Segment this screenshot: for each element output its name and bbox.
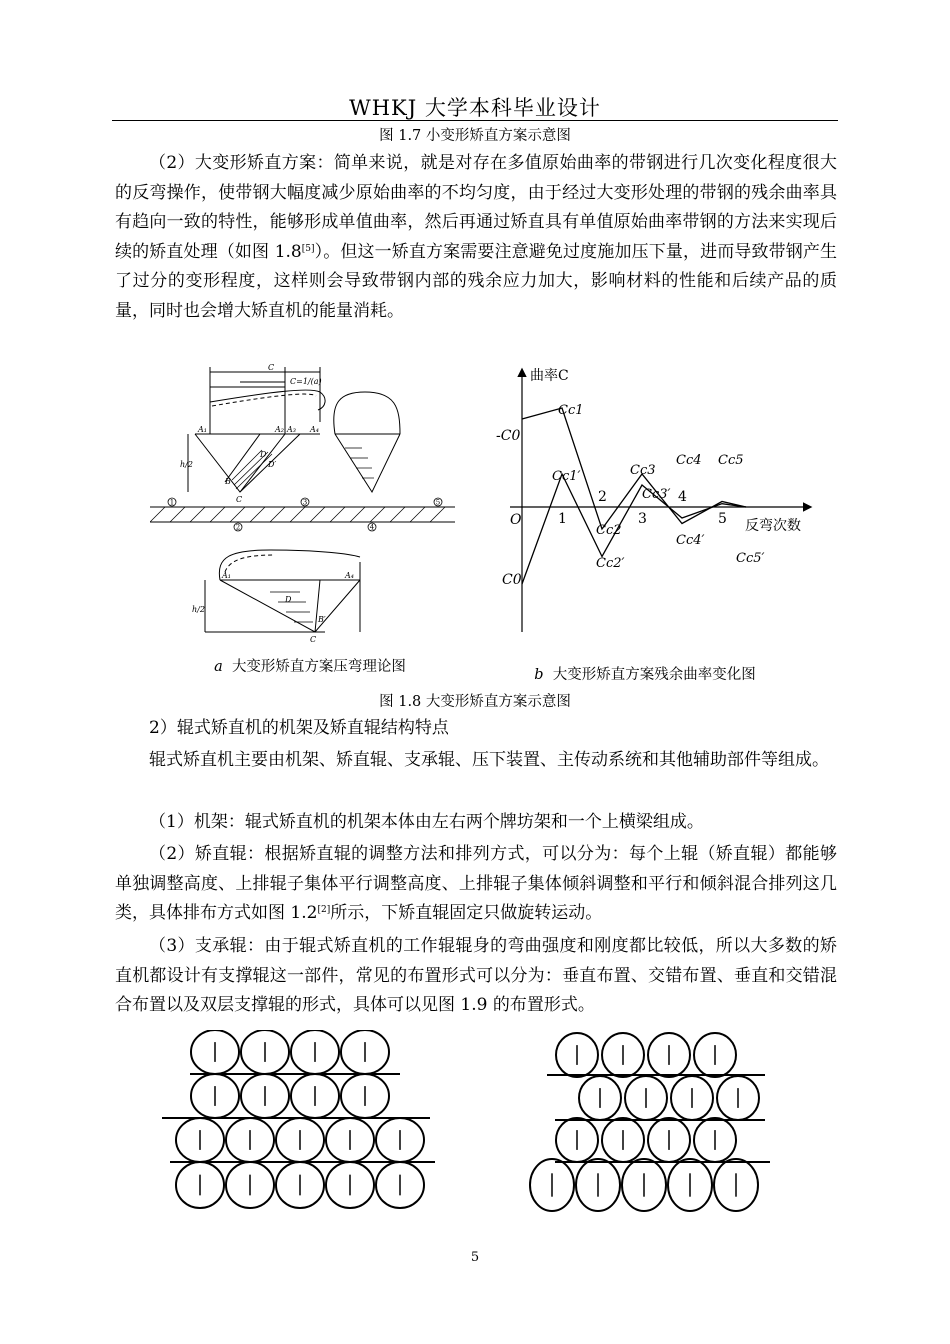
fig-1-7-caption: 图 1.7 小变形矫直方案示意图 <box>379 128 571 144</box>
x-tick-label: 4 <box>678 489 687 505</box>
roller-layout-staggered <box>525 1030 795 1220</box>
citation-ref: [5] <box>301 243 315 254</box>
x-axis-label: 反弯次数 <box>745 518 801 534</box>
x-tick-label: 3 <box>638 511 647 527</box>
x-tick-label: 5 <box>718 511 727 527</box>
fig-1-8-b-caption <box>500 663 790 684</box>
paragraph-frame: （1）机架：辊式矫直机的机架本体由左右两个牌坊架和一个上横梁组成。 <box>149 812 704 832</box>
point-label: Cc1 <box>558 403 584 418</box>
x-tick-label: 2 <box>598 489 607 505</box>
roller-layout-vertical <box>160 1030 445 1220</box>
roller-label: 5 <box>435 498 441 507</box>
diagram-label: B′ <box>318 615 326 624</box>
subfigure-letter: b <box>534 667 544 683</box>
diagram-label: A₁ <box>198 425 207 434</box>
point-label: Cc3 <box>630 463 656 478</box>
diagram-label: C=1/(a) <box>290 377 322 386</box>
header-rule <box>112 120 838 121</box>
paragraph-support-rollers: （3）支承辊：由于辊式矫直机的工作辊辊身的弯曲强度和刚度都比较低，所以大多数的矫直机都设计有支撑辊这一部件，常见的布置形式可以分为：垂直布置、交错布置、垂直和交错混合布置以及双层支撑辊的形式，具体可以见图 1.9 的布置形式。 <box>115 936 837 1015</box>
point-label: Cc2′ <box>596 556 625 571</box>
point-label: Cc4 <box>676 453 702 468</box>
citation-ref: [2] <box>317 905 331 915</box>
diagram-label: D <box>285 595 292 604</box>
page-number: 5 <box>470 1250 480 1265</box>
paragraph-text: （2）大变形矫直方案：简单来说，就是对存在多值原始曲率的带钢进行几次变化程度很大的反弯操作，使带钢大幅度减少原始曲率的不均匀度，由于经过大变形处理的带钢的残余曲率具有趋向一致的特性，能够形成单值曲率，然后再通过矫直具有单值原始曲率带钢的方法来实现后续的矫直处理（如图 1.8 <box>115 153 837 262</box>
diagram-label: C <box>236 495 243 504</box>
subfigure-text: 大变形矫直方案残余曲率变化图 <box>552 667 756 683</box>
diagram-label: A₃ <box>287 425 296 434</box>
diagram-label: C <box>268 363 275 372</box>
diagram-label: A₄ <box>345 571 354 580</box>
diagram-label: D <box>260 450 267 459</box>
fig-1-8-b-chart <box>490 362 820 652</box>
page-header: WHKJ 大学本科毕业设计 <box>349 96 601 120</box>
origin-label: O <box>510 512 522 528</box>
fig-1-8-caption: 图 1.8 大变形矫直方案示意图 <box>379 694 571 710</box>
diagram-label: h/2 <box>192 605 205 614</box>
paragraph-text: 所示，下矫直辊固定只做旋转运动。 <box>330 903 603 923</box>
diagram-label: D′ <box>268 460 277 469</box>
diagram-label: B <box>225 477 231 486</box>
roller-label: 2 <box>235 523 241 532</box>
y-bottom-label: C0 <box>502 572 522 588</box>
point-label: Cc4′ <box>676 533 705 548</box>
diagram-label: A₂ <box>275 425 284 434</box>
subfigure-letter: a <box>214 659 223 675</box>
point-label: Cc1′ <box>552 469 581 484</box>
diagram-label: h/2 <box>180 460 193 469</box>
point-label: Cc2 <box>596 523 622 538</box>
paragraph-text: ）。但这一矫直方案需要注意避免过度施加压下量，进而导致带钢产生了过分的变形程度，这样则会导致带钢内部的残余应力加大，影响材料的性能和后续产品的质量，同时也会增大矫直机的能量消耗。 <box>115 241 837 321</box>
x-tick-label: 1 <box>558 511 567 527</box>
subfigure-text: 大变形矫直方案压弯理论图 <box>231 659 406 675</box>
roller-label: 1 <box>169 498 175 507</box>
paragraph-text: （2）矫直辊：根据矫直辊的调整方法和排列方式，可以分为：每个上辊（矫直辊）都能够单独调整高度、上排辊子集体平行调整高度、上排辊子集体倾斜调整和平行和倾斜混合排列这几类，具体排布方式如图 1.2 <box>115 844 837 923</box>
paragraph-large-deformation <box>115 149 837 326</box>
paragraph-components: 辊式矫直机主要由机架、矫直辊、支承辊、压下装置、主传动系统和其他辅助部件等组成。 <box>149 750 829 770</box>
curvature-line-lower <box>522 474 746 584</box>
point-label: Cc5 <box>718 453 744 468</box>
diagram-label: C <box>310 635 317 644</box>
y-axis-label: 曲率C <box>530 368 569 384</box>
fig-1-8-a-diagram <box>150 362 465 652</box>
paragraph-rollers <box>115 840 837 929</box>
diagram-label: A₄ <box>310 425 319 434</box>
section-heading: 2）辊式矫直机的机架及矫直辊结构特点 <box>149 718 449 738</box>
fig-1-8-a-caption <box>160 655 460 676</box>
point-label: Cc3′ <box>642 487 671 502</box>
y-top-label: -C0 <box>496 428 521 444</box>
point-label: Cc5′ <box>736 551 765 566</box>
roller-label: 3 <box>302 498 308 507</box>
roller-label: 4 <box>369 523 375 532</box>
diagram-label: A₁ <box>222 571 231 580</box>
